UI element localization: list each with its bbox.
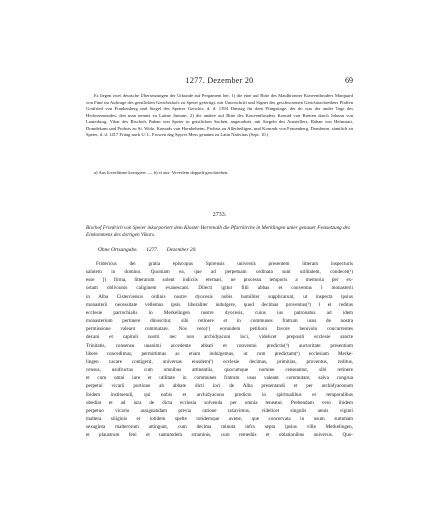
dateline-place: Ohne Ortsangabe. bbox=[98, 247, 138, 253]
text-line: ortam oblivionis caliginem evanescant. Dilecti igitur filii abbas et conventus ‖ monasterii bbox=[86, 285, 353, 292]
text-line: maltera siliginis et totidem spelte totidemque avene, que concervata in usum summam bbox=[86, 415, 353, 422]
text-line: Trinitatis, consensu unanimi accedente abbati et conventui predictis(ᵈ) auctoritate presentium bbox=[86, 342, 353, 349]
text-line: esse ]) firma, litterarum solent indiciis eternari, ne processu temporis a memoria per ex- bbox=[86, 277, 353, 284]
text-line: sexaginta malterorum attingunt, cum decima minuta infra septa ipsius ville Merkelingen, bbox=[86, 424, 353, 431]
dateline bbox=[98, 247, 204, 253]
text-line: decani et capituli nostri nec non archidyaconi loci, videlicet prepositi ecclesie sancte bbox=[86, 334, 353, 341]
text-line: ibidem instituendi, qui nobis et archidyacono predicto in spiritualibus et temporalibus bbox=[86, 391, 353, 398]
text-line: monasterii necessitate vellemus ipsis liberaliter indulgere, quod decimas proventus(ᵇ) ‖ et reditus bbox=[86, 301, 353, 308]
text-line: libere concedimus, permittimus ac etiam indulgemus, ut cum predictam(ᵉ) ecclesiam Merke- bbox=[86, 350, 353, 357]
preface-paragraph: Es liegen zwei deutsche Übersetzungen der Urkunde auf Pergament bei: 1) die eine auf Bitte des Maulbronner Konventbruders Marquard von Fünf im Auftrage des geistlichen Gerichtshofs zu Speier gefertigt, mit Unterschrift und Signet des geschworenen Gerichtsschreibers Pfaffen Gottfried von Frankenberg und Siegel des Speirer Gerichts, d. d. 1394 Dinstag für dem Pfingsttage, der do was der ander Tage des Heilwenmondes, den man nennet zu Latine Junium. 2) die andere auf Bitte des Konventbruders Konrad von Bretten durch Johann von Lauterburg, Vikar des Bischofs Raban von Speier in geistlichen Sachen, angeordnet, mit Siegeln des Ausstellers, Raban von Helmstatt, Domdekans und Probsts zu St. Wido, Konrads von Hornheheim, Probsts zu Allerheiligen, und Konrads von Frauenberg, Domherrn, sämtlich zu Speier, d. d. 1417 Fritag nach U. L. Frowen dag Spyrer Mess genannt zu Latin Nativitas (Sept. 10.) bbox=[86, 93, 353, 138]
text-line: et plaustrum feni et tantumdem straminis, cum remediis et oblationibus universis. Quo- bbox=[86, 432, 353, 439]
text-line: et cum omni iure et utilitate in communes fratrum usus valeant commutare, salva congrua bbox=[86, 375, 353, 382]
charter-text bbox=[86, 260, 353, 439]
text-line: salutem in domino. Quoniam ea, que ad perpetuam ordinata sunt utilitatem, condecet(ᵃ) bbox=[86, 269, 353, 276]
page-header bbox=[86, 76, 353, 86]
text-line: obediat et ad iura de dicta ecclesia solvenda per omnia teneatur. Prebendam vero ibidem bbox=[86, 399, 353, 406]
text-line: permissione valeant commutare. Nos vero(ᶜ) eorundem petitioni favore benivolo concurrentes bbox=[86, 326, 353, 333]
dateline-date: Dezember 20. bbox=[166, 247, 197, 253]
text-line: census, usufructus cum omnibus attinentiis, quocumque nomine censeantur, sibi retinere bbox=[86, 367, 353, 374]
regest-summary: Bischof Friedrich von Speier inkorporiert dem Kloster Herrenalb die Pfarrkirche in Merklingen unter genauer Festsetzung des Einkommens des dortigen Vikars. bbox=[86, 225, 350, 239]
text-line: perpetui vicarii portione ab abbate dicti loci de Alba presentandi et per archidyaconum bbox=[86, 383, 353, 390]
page-number: 69 bbox=[345, 76, 353, 85]
text-line: lingen vacare contigerit, universas eiusdem(ᶠ) ecclesie decimas, primitias, proventus, reditus, bbox=[86, 358, 353, 365]
text-line: ecclesie parrochialis in Merkelingen nostre dyocesis, cuius ius patronatus ad idem bbox=[86, 309, 353, 316]
text-line: in Alba Cisterciensis ordinis nostre dyocesis nobis humiliter supplicarunt, ut inspecta ipsius bbox=[86, 293, 353, 300]
text-line: Fridericus dei gratia episcopus Spirensis universis presentem litteram inspecturis bbox=[96, 261, 353, 267]
text-line: monasterium pertinere dinoscitur, sibi retinere et in communes fratrum usus de nostra bbox=[86, 318, 353, 325]
running-title: 1277. Dezember 20 bbox=[185, 76, 254, 85]
footnote: a) Aus loverlitime korrigiert. — b) et aus: Veverlem doppelt geschrieben. bbox=[94, 170, 229, 175]
dateline-year: 1277. bbox=[146, 247, 159, 253]
text-line: perpetuo vicario assignandam previa ratione taxavimus, videlicet singulis annis viginti bbox=[86, 407, 353, 414]
document-number: 2733. bbox=[212, 212, 227, 218]
